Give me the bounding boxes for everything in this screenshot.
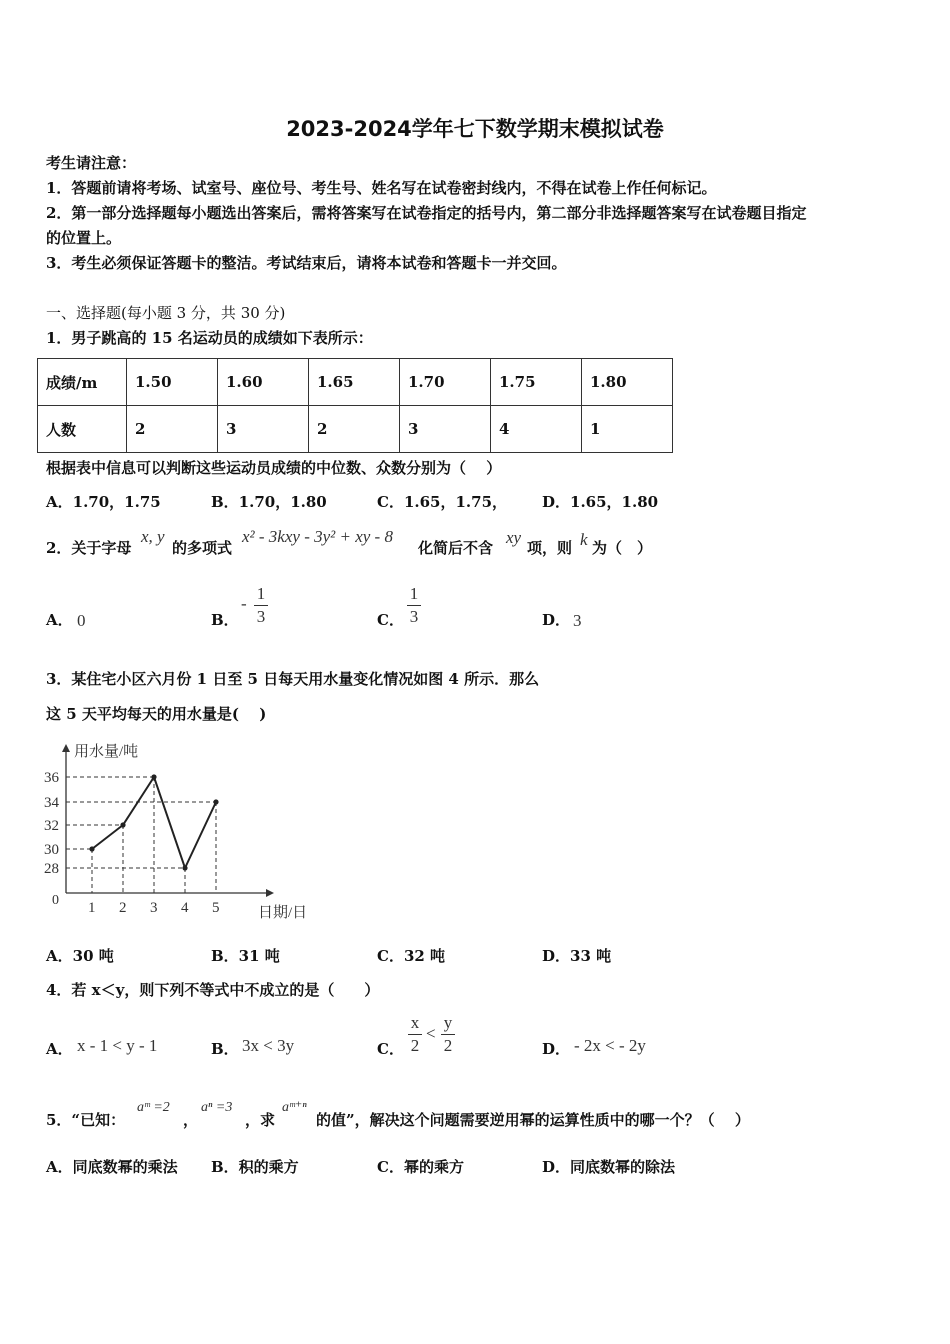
y-tick-label: 30 xyxy=(44,842,59,858)
table-cell: 2 xyxy=(309,406,400,453)
q2-label-c: C． xyxy=(377,611,404,629)
data-point xyxy=(213,799,218,804)
q1-option-a: A．1.70，1.75 xyxy=(46,493,161,511)
q5-an: aⁿ =3 xyxy=(201,1100,233,1115)
q3-option-b: B．31 吨 xyxy=(211,947,280,965)
q3-option-c: C．32 吨 xyxy=(377,947,446,965)
q2-option-b-sign: - xyxy=(241,594,247,613)
water-usage-chart xyxy=(30,738,330,928)
data-point xyxy=(89,846,94,851)
q5-stem-3: 的值”，解决这个问题需要逆用幂的运算性质中的哪一个？（ ） xyxy=(316,1111,750,1129)
fraction-denominator: 3 xyxy=(409,607,419,626)
table-cell: 1.65 xyxy=(309,359,400,406)
notice-line-2b: 的位置上。 xyxy=(46,229,122,247)
q3-option-a: A．30 吨 xyxy=(46,947,114,965)
q2-option-a: 0 xyxy=(77,611,86,630)
table-row xyxy=(38,406,673,453)
fraction-bar xyxy=(408,1034,422,1035)
q4-option-b: 3x < 3y xyxy=(242,1036,295,1055)
q4-option-d: - 2x < - 2y xyxy=(574,1036,646,1055)
score-table xyxy=(37,358,673,453)
q5-option-d: D．同底数幂的除法 xyxy=(542,1158,676,1176)
data-point xyxy=(182,865,187,870)
q1-question: 根据表中信息可以判断这些运动员成绩的中位数、众数分别为（ ） xyxy=(46,459,502,477)
q2-k: k xyxy=(580,530,588,549)
fraction-denominator: 2 xyxy=(443,1036,453,1055)
y-axis-label: 用水量/吨 xyxy=(74,744,139,760)
q5-comma: ， xyxy=(183,1111,199,1129)
x-axis-label: 日期/日 xyxy=(258,905,308,921)
fraction-denominator: 3 xyxy=(256,607,266,626)
section-heading: 一、选择题(每小题 3 分，共 30 分) xyxy=(46,304,286,322)
q5-am: aᵐ =2 xyxy=(137,1100,170,1115)
q3-option-d: D．33 吨 xyxy=(542,947,612,965)
q3-stem-2: 这 5 天平均每天的用水量是( ) xyxy=(46,705,267,723)
fraction-bar xyxy=(254,605,268,606)
table-row xyxy=(38,359,673,406)
origin-label: 0 xyxy=(52,893,59,908)
q4-option-c-fraction-2 xyxy=(441,1013,455,1056)
q4-option-c-lt: < xyxy=(426,1024,436,1043)
q4-label-d: D． xyxy=(542,1040,571,1058)
q2-option-b-fraction xyxy=(254,584,268,627)
q4-option-c-fraction-1 xyxy=(408,1013,422,1056)
table-cell: 4 xyxy=(491,406,582,453)
q3-stem-1: 3．某住宅小区六月份 1 日至 5 日每天用水量变化情况如图 4 所示．那么 xyxy=(46,670,540,688)
y-tick-label: 34 xyxy=(44,795,59,811)
x-tick-label: 1 xyxy=(88,900,96,916)
q5-option-a: A．同底数幂的乘法 xyxy=(46,1158,178,1176)
q2-stem-2: 的多项式 xyxy=(172,539,233,557)
q1-option-d: D．1.65，1.80 xyxy=(542,493,659,511)
table-cell: 1.70 xyxy=(400,359,491,406)
q4-label-b: B． xyxy=(211,1040,239,1058)
q1-option-b: B．1.70，1.80 xyxy=(211,493,327,511)
fraction-numerator: y xyxy=(443,1013,453,1032)
table-cell: 2 xyxy=(127,406,218,453)
x-tick-label: 3 xyxy=(150,900,158,916)
q5-stem-1: 5．“已知： xyxy=(46,1111,126,1129)
q2-stem-5: 为（ ） xyxy=(592,539,653,557)
q2-label-b: B． xyxy=(211,611,239,629)
x-axis-arrow xyxy=(266,889,274,897)
fraction-denominator: 2 xyxy=(410,1036,420,1055)
notice-line-2a: 2．第一部分选择题每小题选出答案后，需将答案写在试卷指定的括号内，第二部分非选择题答案写在试卷题目指定 xyxy=(46,204,807,222)
table-cell: 1.50 xyxy=(127,359,218,406)
q2-option-d: 3 xyxy=(573,611,582,630)
data-point xyxy=(151,774,156,779)
q2-label-d: D． xyxy=(542,611,571,629)
fraction-numerator: 1 xyxy=(256,584,266,603)
x-tick-label: 2 xyxy=(119,900,127,916)
table-cell: 1.60 xyxy=(218,359,309,406)
q4-stem: 4．若 x＜y，则下列不等式中不成立的是（ ） xyxy=(46,981,380,999)
y-tick-label: 32 xyxy=(44,818,59,834)
q5-option-c: C．幂的乘方 xyxy=(377,1158,464,1176)
q4-label-a: A． xyxy=(46,1040,73,1058)
q1-option-c: C．1.65，1.75， xyxy=(377,493,508,511)
q2-option-c-fraction xyxy=(407,584,421,627)
q5-stem-2: ，求 xyxy=(245,1111,276,1129)
q2-stem-4: 项，则 xyxy=(527,539,573,557)
fraction-numerator: 1 xyxy=(409,584,419,603)
q4-option-a: x - 1 < y - 1 xyxy=(77,1036,158,1055)
page-title: 2023-2024学年七下数学期末模拟试卷 xyxy=(286,117,664,141)
x-tick-label: 4 xyxy=(181,900,189,916)
y-tick-label: 36 xyxy=(44,770,59,786)
fraction-bar xyxy=(441,1034,455,1035)
y-tick-label: 28 xyxy=(44,861,59,877)
q5-option-b: B．积的乘方 xyxy=(211,1158,299,1176)
notice-heading: 考生请注意： xyxy=(46,154,137,172)
table-cell: 1 xyxy=(582,406,673,453)
data-point xyxy=(120,822,125,827)
fraction-numerator: x xyxy=(410,1013,420,1032)
q4-label-c: C． xyxy=(377,1040,404,1058)
q2-xy: xy xyxy=(506,528,522,547)
table-cell: 人数 xyxy=(38,406,127,453)
table-cell: 1.80 xyxy=(582,359,673,406)
q2-polynomial: x² - 3kxy - 3y² + xy - 8 xyxy=(242,527,393,546)
q2-label-a: A． xyxy=(46,611,73,629)
table-cell: 1.75 xyxy=(491,359,582,406)
q2-stem-1: 2．关于字母 xyxy=(46,539,132,557)
q2-vars: x, y xyxy=(141,527,165,546)
notice-line-1: 1．答题前请将考场、试室号、座位号、考生号、姓名写在试卷密封线内，不得在试卷上作任何标记。 xyxy=(46,179,717,197)
notice-line-3: 3．考生必须保证答题卡的整洁。考试结束后，请将本试卷和答题卡一并交回。 xyxy=(46,254,567,272)
table-cell: 成绩/m xyxy=(38,359,127,406)
x-tick-label: 5 xyxy=(212,900,220,916)
table-cell: 3 xyxy=(400,406,491,453)
q5-amn: aᵐ⁺ⁿ xyxy=(282,1100,307,1115)
q2-stem-3: 化简后不含 xyxy=(418,539,494,557)
y-axis-arrow xyxy=(62,744,70,752)
fraction-bar xyxy=(407,605,421,606)
table-cell: 3 xyxy=(218,406,309,453)
q1-stem: 1．男子跳高的 15 名运动员的成绩如下表所示： xyxy=(46,329,373,347)
